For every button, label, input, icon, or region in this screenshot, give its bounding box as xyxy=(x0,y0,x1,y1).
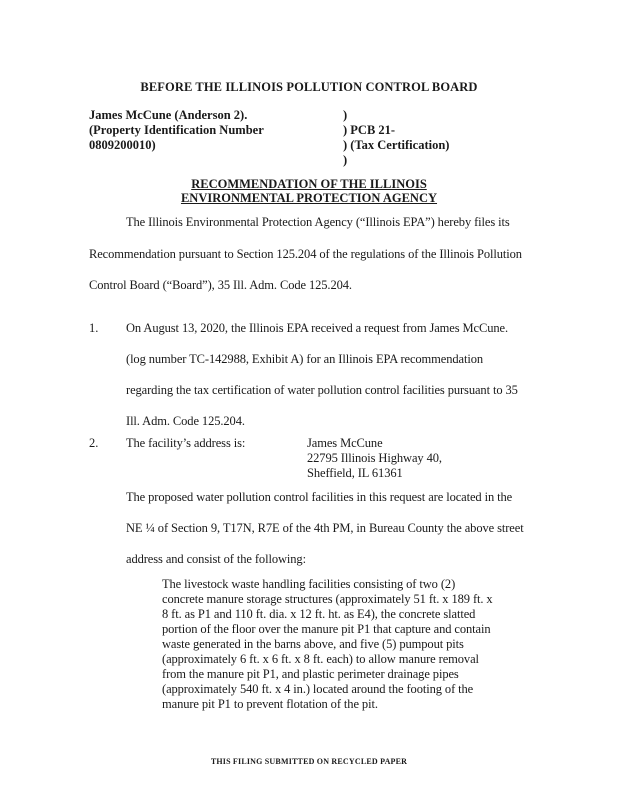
paragraph-number: 2. xyxy=(89,436,99,450)
description-line: 8 ft. as P1 and 110 ft. dia. x 12 ft. ht. as E4), the concrete slatted xyxy=(162,607,476,621)
section-heading: RECOMMENDATION OF THE ILLINOIS xyxy=(191,177,427,191)
address-line: James McCune xyxy=(307,436,383,450)
intro-line: Control Board (“Board”), 35 Ill. Adm. Code 125.204. xyxy=(89,278,352,292)
section-heading: ENVIRONMENTAL PROTECTION AGENCY xyxy=(180,191,438,205)
paragraph-number: 1. xyxy=(89,321,99,335)
caption-case-number: ) PCB 21- xyxy=(343,123,396,137)
description-line: (approximately 540 ft. x 4 in.) located around the footing of the xyxy=(162,682,474,696)
paragraph-1-line: regarding the tax certification of water pollution control facilities pursuant to 35 xyxy=(126,383,518,397)
caption-party-line: (Property Identification Number xyxy=(89,123,264,137)
description-line: concrete manure storage structures (approximately 51 ft. x 189 ft. x xyxy=(162,592,493,606)
paragraph-1-line: (log number TC-142988, Exhibit A) for an Illinois EPA recommendation xyxy=(126,352,484,366)
paragraph-2-line: address and consist of the following: xyxy=(126,552,306,566)
caption-case-type: ) (Tax Certification) xyxy=(343,138,450,152)
description-line: (approximately 6 ft. x 6 ft. x 8 ft. each) to allow manure removal xyxy=(162,652,479,666)
document-title: BEFORE THE ILLINOIS POLLUTION CONTROL BOARD xyxy=(140,80,478,94)
caption-party-line: James McCune (Anderson 2). xyxy=(89,108,248,122)
address-line: Sheffield, IL 61361 xyxy=(307,466,403,480)
caption-bracket-line: ) xyxy=(343,153,348,167)
paragraph-1-line: On August 13, 2020, the Illinois EPA received a request from James McCune. xyxy=(126,321,509,335)
description-line: The livestock waste handling facilities consisting of two (2) xyxy=(162,577,456,591)
intro-line: Recommendation pursuant to Section 125.204 of the regulations of the Illinois Pollution xyxy=(89,247,522,261)
description-line: manure pit P1 to prevent flotation of the pit. xyxy=(162,697,378,711)
paragraph-2-line: NE ¼ of Section 9, T17N, R7E of the 4th PM, in Bureau County the above street xyxy=(126,521,524,535)
paragraph-2-line: The proposed water pollution control facilities in this request are located in the xyxy=(126,490,513,504)
paragraph-1-line: Ill. Adm. Code 125.204. xyxy=(126,414,245,428)
caption-bracket-line: ) xyxy=(343,108,348,122)
address-line: 22795 Illinois Highway 40, xyxy=(307,451,442,465)
description-line: portion of the floor over the manure pit P1 that capture and contain xyxy=(162,622,491,636)
description-line: waste generated in the barns above, and five (5) pumpout pits xyxy=(162,637,464,651)
intro-line: The Illinois Environmental Protection Agency (“Illinois EPA”) hereby files its xyxy=(126,215,510,229)
caption-party-line: 0809200010) xyxy=(89,138,156,152)
page-footer: THIS FILING SUBMITTED ON RECYCLED PAPER xyxy=(210,757,408,766)
facility-address-label: The facility’s address is: xyxy=(126,436,246,450)
description-line: from the manure pit P1, and plastic perimeter drainage pipes xyxy=(162,667,459,681)
